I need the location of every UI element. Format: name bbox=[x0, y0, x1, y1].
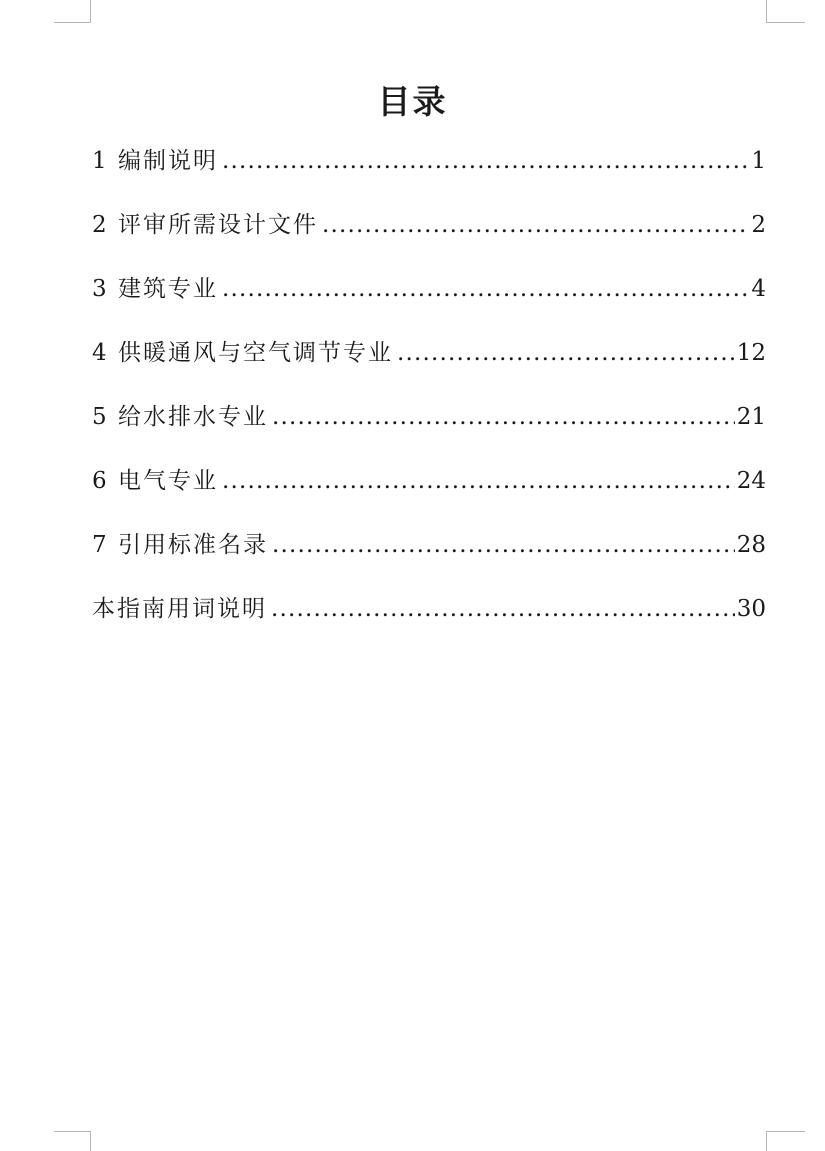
crop-mark-top-right bbox=[766, 0, 805, 23]
toc-dot-leader bbox=[222, 145, 749, 177]
toc-entry-design-documents[interactable] bbox=[92, 209, 766, 273]
toc-dot-leader bbox=[322, 209, 749, 241]
toc-page-number: 4 bbox=[751, 276, 766, 302]
toc-entry-text: 1 编制说明 bbox=[92, 148, 218, 174]
toc-page-number: 28 bbox=[736, 532, 766, 558]
crop-mark-top-left bbox=[54, 0, 91, 23]
toc-page-number: 30 bbox=[736, 596, 766, 622]
toc-entry-compilation-notes[interactable] bbox=[92, 145, 766, 209]
crop-mark-bottom-left bbox=[54, 1131, 91, 1151]
toc-dot-leader bbox=[272, 529, 735, 561]
page-title: 目录 bbox=[377, 82, 448, 121]
toc-page-number: 2 bbox=[751, 212, 766, 238]
toc-entry-text: 2 评审所需设计文件 bbox=[92, 212, 318, 238]
toc-entry-wording-explanation[interactable] bbox=[92, 593, 766, 657]
toc-dot-leader bbox=[271, 593, 735, 625]
toc-entry-referenced-standards[interactable] bbox=[92, 529, 766, 593]
toc-page-number: 21 bbox=[736, 404, 766, 430]
toc-dot-leader bbox=[397, 337, 735, 369]
toc-entry-text: 7 引用标准名录 bbox=[92, 532, 268, 558]
crop-mark-bottom-right bbox=[766, 1131, 805, 1151]
toc-entry-architecture[interactable] bbox=[92, 273, 766, 337]
toc-entry-electrical[interactable] bbox=[92, 465, 766, 529]
toc-page-number: 24 bbox=[736, 468, 766, 494]
table-of-contents bbox=[92, 145, 766, 657]
toc-entry-plumbing[interactable] bbox=[92, 401, 766, 465]
toc-dot-leader bbox=[222, 273, 749, 305]
toc-dot-leader bbox=[222, 465, 735, 497]
toc-entry-text: 6 电气专业 bbox=[92, 468, 218, 494]
toc-entry-text: 本指南用词说明 bbox=[92, 596, 267, 622]
toc-entry-text: 4 供暖通风与空气调节专业 bbox=[92, 340, 393, 366]
toc-entry-text: 3 建筑专业 bbox=[92, 276, 218, 302]
toc-entry-hvac[interactable] bbox=[92, 337, 766, 401]
toc-entry-text: 5 给水排水专业 bbox=[92, 404, 268, 430]
toc-page-number: 1 bbox=[751, 148, 766, 174]
toc-dot-leader bbox=[272, 401, 735, 433]
toc-page-number: 12 bbox=[736, 340, 766, 366]
